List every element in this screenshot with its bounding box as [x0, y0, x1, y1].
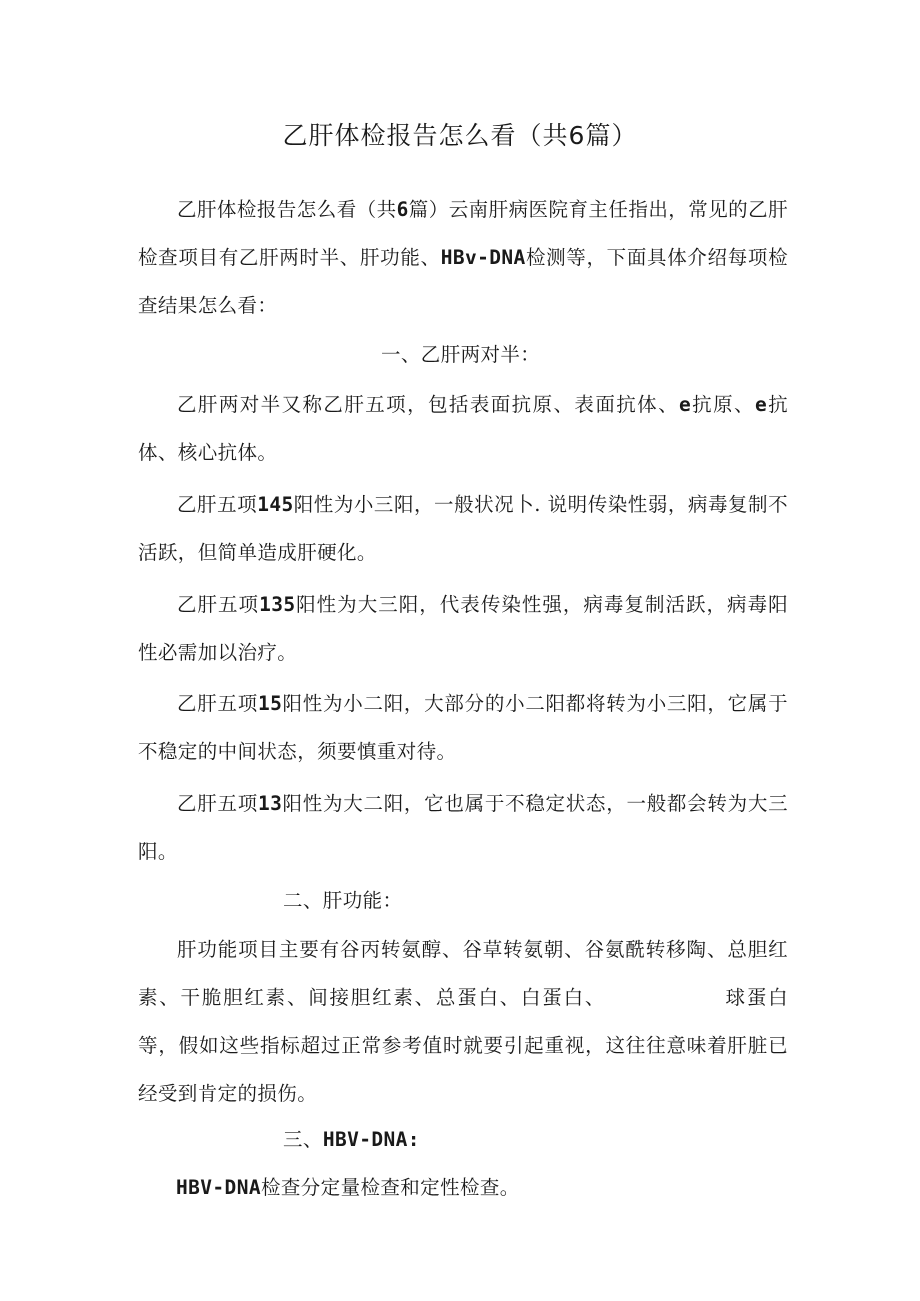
- text-run: 阳性为大二阳，它也属于不稳定状态，一般都会转为大三阳。: [138, 792, 788, 863]
- document-title: 乙肝体检报告怎么看（共6篇）: [282, 121, 638, 150]
- text-run-bold: 6: [396, 198, 409, 221]
- section1-paragraph-3: [138, 581, 788, 677]
- text-run: 检查分定量检查和定性检查。: [260, 1176, 520, 1199]
- text-run: 阳性为小三阳，一般状况卜. 说明传染性弱，病毒复制不活跃，但简单造成肝硬化。: [138, 493, 788, 564]
- text-run: 抗体、核心抗体。: [138, 393, 788, 464]
- section2-paragraph-1: [138, 926, 788, 1118]
- section3-paragraph-1: [176, 1164, 826, 1212]
- text-run: 阳性为小二阳，大部分的小二阳都将转为小三阳，它属于不稳定的中间状态，须要慎重对待。: [138, 692, 788, 763]
- text-run-bold: HBV-DNA: [176, 1176, 261, 1199]
- text-run-bold: HBV-DNA:: [322, 1128, 420, 1151]
- text-run: 三、: [283, 1128, 323, 1151]
- text-run: 乙肝体检报告怎么看（共: [177, 198, 397, 221]
- text-run: 乙肝两对半又称乙肝五项，包括表面抗原、表面抗体、: [177, 393, 680, 416]
- text-run: 球蛋白等，假如这些指标超过正常参考值时就要引起重视，这往往意味着肝脏已经受到肯定的损伤。: [138, 986, 788, 1105]
- section1-paragraph-5: [138, 780, 788, 876]
- section-heading-2: 二、肝功能：: [283, 889, 403, 912]
- text-run: 阳性为大三阳，代表传染性强，病毒复制活跃，病毒阳性必需加以治疗。: [138, 593, 788, 664]
- text-run-bold: 135: [259, 593, 296, 616]
- section1-paragraph-2: [138, 481, 788, 577]
- text-run: 乙肝五项: [177, 493, 258, 516]
- text-run-bold: e: [754, 393, 768, 416]
- section-heading-1: 一、乙肝两对半：: [381, 343, 541, 366]
- text-run: 篇）云南肝病医院育主任指出，常见的乙肝检查项目有乙肝两时半、肝功能、: [138, 198, 788, 269]
- text-run-bold: e: [679, 393, 692, 416]
- text-run: 肝功能项目主要有谷丙转氨醇、谷草转氨朝、谷氨酰转移陶、总胆红素、干脆胆红素、间接胆红素、总蛋白、白蛋白、: [138, 938, 788, 1009]
- text-run: 乙肝五项: [177, 692, 258, 715]
- text-run: 乙肝五项: [177, 593, 260, 616]
- section1-paragraph-4: [138, 680, 788, 776]
- text-run: 抗原、: [691, 393, 755, 416]
- text-run-bold: 13: [257, 792, 283, 815]
- text-run: 乙肝五项: [177, 792, 258, 815]
- text-run: 检测等，下面具体介绍每项检查结果怎么看：: [138, 246, 788, 317]
- text-run-bold: HBv-DNA: [440, 246, 526, 269]
- intro-paragraph: [138, 186, 788, 330]
- text-run-bold: 145: [257, 493, 294, 516]
- section-heading-3: [283, 1122, 420, 1158]
- section1-paragraph-1: [138, 381, 788, 477]
- text-run-bold: 15: [257, 692, 283, 715]
